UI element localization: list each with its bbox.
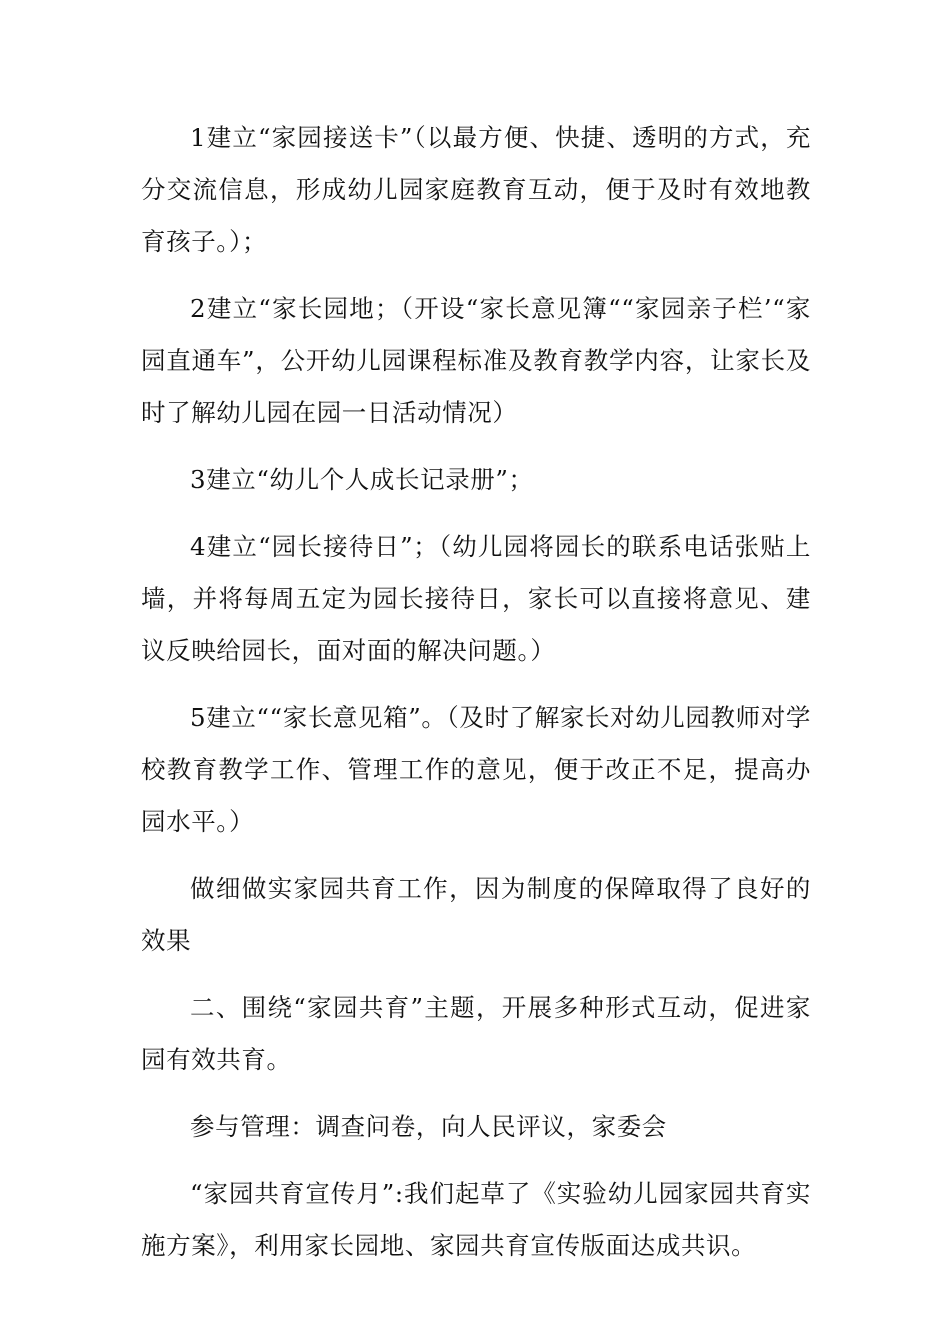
paragraph-item-5: 5建立““家长意见箱”。（及时了解家长对幼儿园教师对学校教育教学工作、管理工作的意见，便于改正不足，提高办园水平。） [141, 703, 811, 836]
paragraph-item-3: 3建立“幼儿个人成长记录册”； [190, 465, 534, 494]
section-heading-2: 二、围绕“家园共育”主题，开展多种形式互动，促进家园有效共育。 [141, 993, 811, 1074]
paragraph-item-2: 2建立“家长园地；（开设“家长意见簿““家园亲子栏’“家园直通车”，公开幼儿园课程标准及教育教学内容，让家长及时了解幼儿园在园一日活动情况） [141, 294, 811, 427]
paragraph-publicity-month: “家园共育宣传月”:我们起草了《实验幼儿园家园共育实施方案》，利用家长园地、家园共育宣传版面达成共识。 [141, 1179, 811, 1260]
paragraph-participation: 参与管理：调查问卷，向人民评议，家委会 [190, 1112, 667, 1141]
paragraph-item-1: 1建立“家园接送卡”（以最方便、快捷、透明的方式，充分交流信息，形成幼儿园家庭教育互动，便于及时有效地教育孩子。）； [141, 123, 811, 256]
paragraph-summary: 做细做实家园共育工作，因为制度的保障取得了良好的效果 [141, 874, 811, 955]
paragraph-item-4: 4建立“园长接待日”；（幼儿园将园长的联系电话张贴上墙，并将每周五定为园长接待日，家长可以直接将意见、建议反映给园长，面对面的解决问题。） [141, 532, 811, 665]
document-body [141, 112, 811, 1287]
